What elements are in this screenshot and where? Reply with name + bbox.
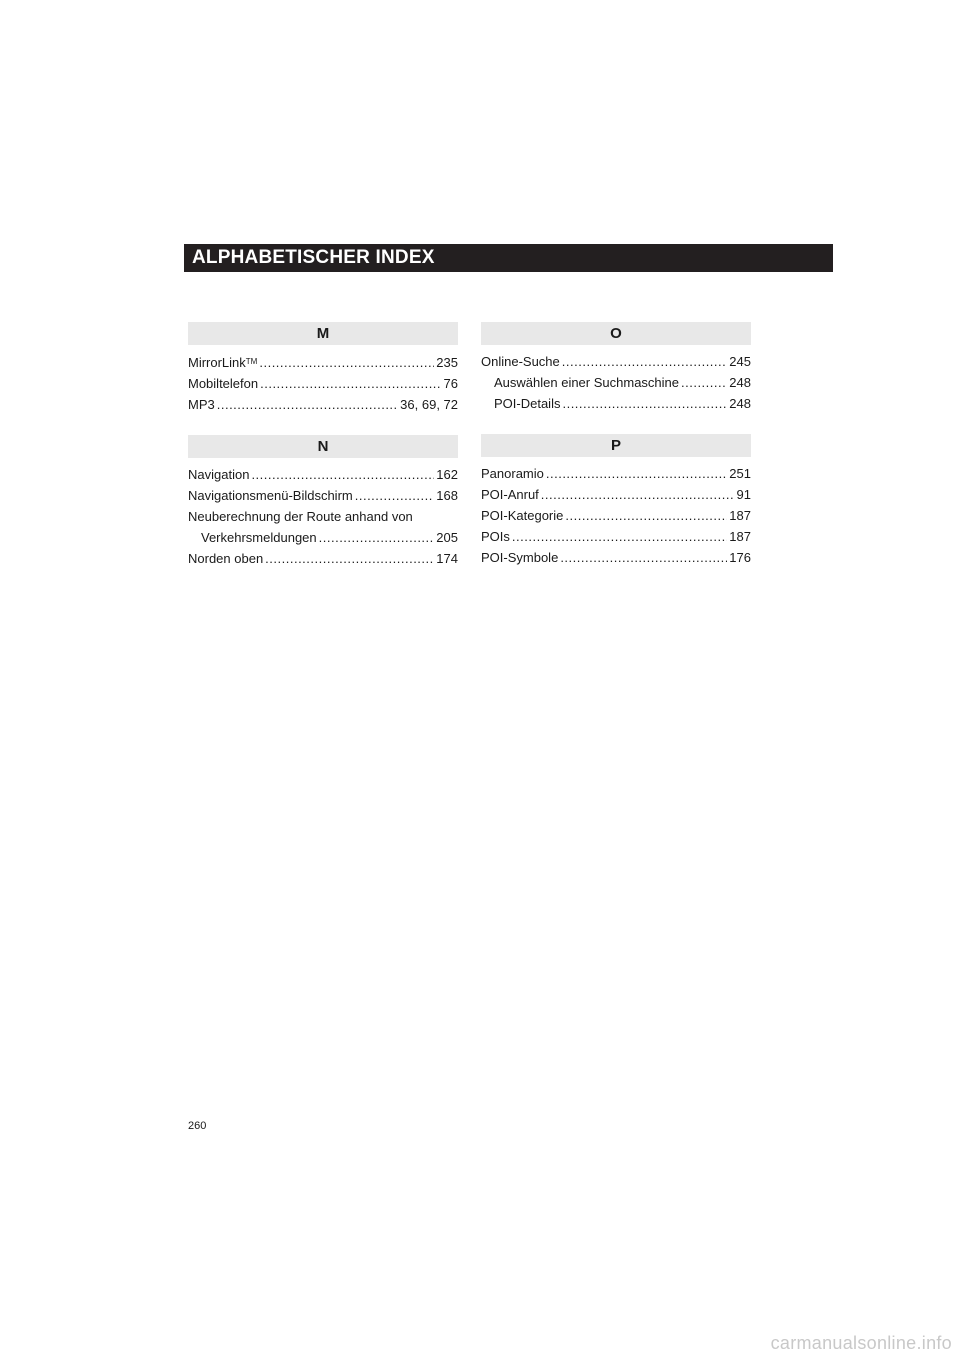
index-entry-neuberechnung[interactable] [188,527,458,548]
trademark-suffix: TM [245,357,258,366]
dot-leader [562,393,727,414]
page-ref: 168 [436,488,458,503]
page-ref: 91 [736,487,751,502]
dot-leader [217,394,398,415]
dot-leader [259,352,434,373]
page-ref: 248 [729,396,751,411]
dot-leader [681,372,727,393]
index-section-o [481,322,751,414]
watermark: carmanualsonline.info [770,1333,952,1353]
dot-leader [265,548,434,569]
page-ref: 162 [436,467,458,482]
page-ref: 235 [436,355,458,370]
index-entry-mirrorlink[interactable] [188,351,458,373]
dot-leader [260,373,441,394]
entry-text: Panoramio [481,466,544,481]
index-entry-panoramio[interactable] [481,463,751,484]
section-letter-m: M [188,322,458,345]
index-entry-mobiltelefon[interactable] [188,373,458,394]
dot-leader [560,547,727,568]
entry-text: POIs [481,529,510,544]
index-entry-poi-kategorie[interactable] [481,505,751,526]
entry-text: Mobiltelefon [188,376,259,391]
index-entry-navigation[interactable] [188,464,458,485]
entry-text: MirrorLink™ [188,355,258,370]
entry-text: Verkehrsmeldungen [201,530,317,545]
index-section-m [188,322,458,415]
page-ref: 251 [729,466,751,481]
page-ref: 187 [729,508,751,523]
page-ref: 36, 69, 72 [400,397,458,412]
index-section-p [481,434,751,568]
index-entry-mp3[interactable] [188,394,458,415]
entry-text: POI-Anruf [481,487,539,502]
page-ref: 187 [729,529,751,544]
section-letter-n: N [188,435,458,458]
index-entry-norden-oben[interactable] [188,548,458,569]
index-section-n [188,435,458,569]
index-entry-pois[interactable] [481,526,751,547]
section-letter-p: P [481,434,751,457]
page-ref: 205 [436,530,458,545]
page-number: 260 [188,1120,207,1132]
dot-leader [541,484,735,505]
entry-text: POI-Kategorie [481,508,564,523]
entry-text: MP3 [188,397,215,412]
page-ref: 176 [729,550,751,565]
entry-text: POI-Symbole [481,550,559,565]
page-ref: 245 [729,354,751,369]
section-letter-o: O [481,322,751,345]
page-ref: 76 [443,376,458,391]
index-header-bar [184,244,833,272]
entry-text: POI-Details [494,396,561,411]
index-entry-suchmaschine[interactable] [481,372,751,393]
page-ref: 174 [436,551,458,566]
index-title: ALPHABETISCHER INDEX [192,247,435,268]
dot-leader [355,485,435,506]
index-entry-poi-anruf[interactable] [481,484,751,505]
index-entry-online-suche[interactable] [481,351,751,372]
dot-leader [319,527,435,548]
dot-leader [565,505,727,526]
index-entry-poi-details[interactable] [481,393,751,414]
index-column-right [481,322,751,588]
index-entry-poi-symbole[interactable] [481,547,751,568]
dot-leader [512,526,727,547]
entry-text: Norden oben [188,551,264,566]
entry-text: Auswählen einer Suchmaschine [494,375,679,390]
entry-text: Navigationsmenü-Bildschirm [188,488,353,503]
index-entry-neuberechnung-line1[interactable]: Neuberechnung der Route anhand von [188,509,413,524]
entry-text: Online-Suche [481,354,560,369]
entry-text: Navigation [188,467,250,482]
dot-leader [251,464,434,485]
index-column-left [188,322,458,589]
page-ref: 248 [729,375,751,390]
index-entry-navigationsmenue[interactable] [188,485,458,506]
dot-leader [546,463,727,484]
dot-leader [562,351,728,372]
